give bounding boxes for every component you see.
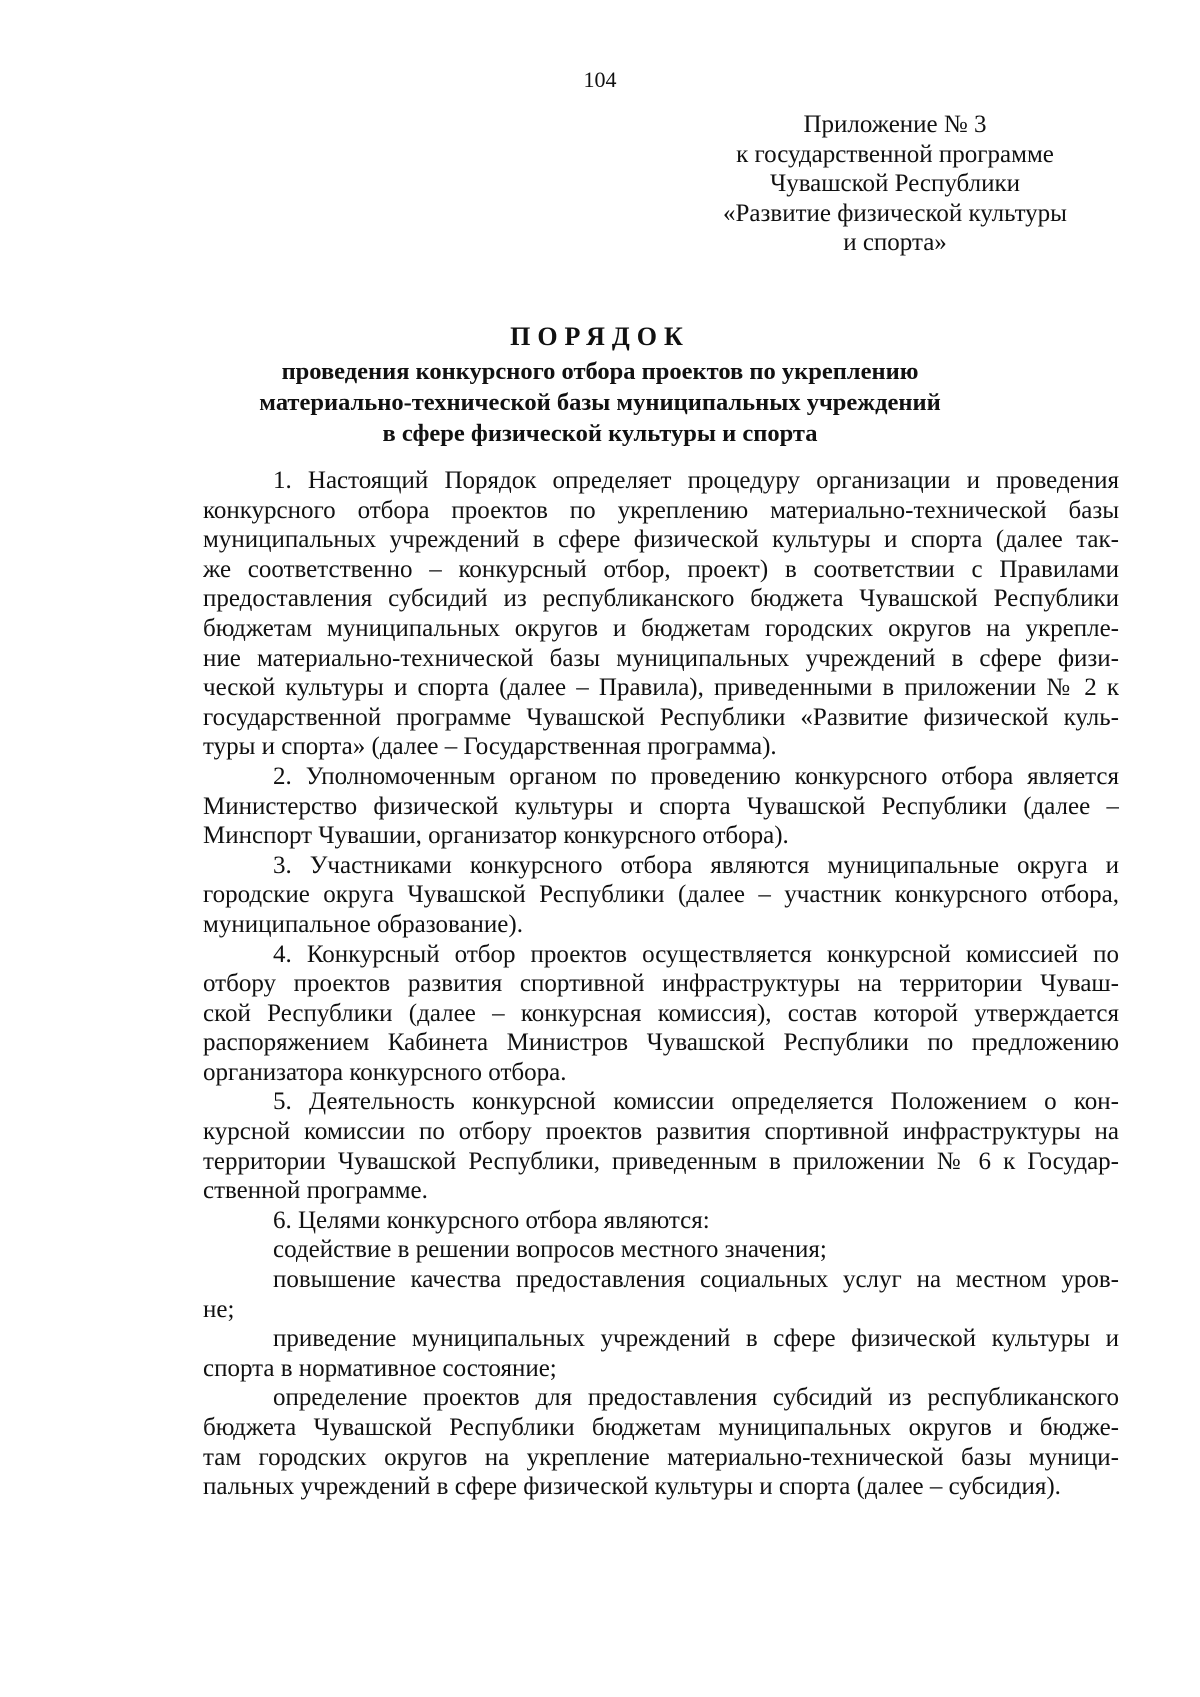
- body-line: ческой культуры и спорта (далее – Правила), приведенными в приложении № 2 к: [203, 674, 1119, 702]
- body-line: муниципальное образование).: [203, 910, 523, 938]
- appendix-line: к государственной программе: [736, 140, 1054, 168]
- appendix-line: Чувашской Республики: [769, 170, 1021, 197]
- page-number: 104: [583, 67, 617, 92]
- document-title: ПОРЯДОК: [510, 322, 690, 351]
- body-line: территории Чувашской Республики, приведенным в приложении № 6 к Государ-: [203, 1147, 1119, 1175]
- body-line: 6. Целями конкурсного отбора являются:: [273, 1206, 710, 1234]
- body-line: пальных учреждений в сфере физической культуры и спорта (далее – субсидия).: [203, 1473, 1061, 1501]
- document-heading: [150, 320, 1050, 449]
- body-line: же соответственно – конкурсный отбор, проект) в соответствии с Правилами: [203, 555, 1119, 583]
- body-line: 4. Конкурсный отбор проектов осуществляется конкурсной комиссией по: [273, 940, 1119, 968]
- body-line: бюджетам муниципальных округов и бюджетам городских округов на укрепле-: [203, 614, 1119, 642]
- body-line: Минспорт Чувашии, организатор конкурсного отбора).: [203, 822, 789, 850]
- appendix-line: «Развитие физической культуры: [723, 199, 1067, 227]
- document-subtitle: [150, 356, 1050, 449]
- body-line: городские округа Чувашской Республики (далее – участник конкурсного отбора,: [203, 881, 1119, 909]
- body-line: предоставления субсидий из республиканского бюджета Чувашской Республики: [203, 585, 1119, 613]
- body-line: там городских округов на укрепление материально-технической базы муници-: [203, 1443, 1119, 1471]
- body-line: государственной программе Чувашской Республики «Развитие физической куль-: [203, 703, 1119, 731]
- body-line: муниципальных учреждений в сфере физической культуры и спорта (далее так-: [203, 526, 1119, 554]
- body-line: 5. Деятельность конкурсной комиссии определяется Положением о кон-: [273, 1088, 1119, 1116]
- body-line: содействие в решении вопросов местного значения;: [273, 1236, 827, 1264]
- body-line: ственной программе.: [203, 1177, 428, 1205]
- subtitle-line: в сфере физической культуры и спорта: [382, 420, 818, 447]
- subtitle-line: материально-технической базы муниципальных учреждений: [259, 389, 941, 416]
- appendix-line: Приложение № 3: [803, 111, 987, 138]
- body-line: приведение муниципальных учреждений в сфере физической культуры и: [273, 1325, 1119, 1353]
- body-line: 1. Настоящий Порядок определяет процедуру организации и проведения: [273, 467, 1119, 494]
- body-line: распоряжением Кабинета Министров Чувашской Республики по предложению: [203, 1029, 1119, 1057]
- body-line: организатора конкурсного отбора.: [203, 1058, 567, 1086]
- body-line: курсной комиссии по отбору проектов развития спортивной инфраструктуры на: [203, 1118, 1119, 1146]
- appendix-line: и спорта»: [843, 229, 947, 256]
- body-line: Министерство физической культуры и спорта Чувашской Республики (далее –: [203, 792, 1119, 820]
- body-line: отбору проектов развития спортивной инфраструктуры на территории Чуваш-: [203, 970, 1119, 998]
- body-line: конкурсного отбора проектов по укреплению материально-технической базы: [203, 496, 1119, 524]
- body-line: 2. Уполномоченным органом по проведению конкурсного отбора является: [273, 762, 1119, 790]
- body-line: определение проектов для предоставления субсидий из республиканского: [273, 1384, 1119, 1412]
- body-line: 3. Участниками конкурсного отбора являются муниципальные округа и: [273, 851, 1119, 879]
- document-body: [203, 466, 1119, 1502]
- body-line: туры и спорта» (далее – Государственная программа).: [203, 733, 777, 761]
- body-line: спорта в нормативное состояние;: [203, 1354, 557, 1382]
- subtitle-line: проведения конкурсного отбора проектов по укреплению: [281, 358, 919, 385]
- body-line: бюджета Чувашской Республики бюджетам муниципальных округов и бюдже-: [203, 1414, 1119, 1441]
- body-line: ние материально-технической базы муниципальных учреждений в сфере физи-: [203, 644, 1119, 672]
- body-line: ской Республики (далее – конкурсная комиссия), состав которой утверждается: [203, 999, 1119, 1027]
- body-line: повышение качества предоставления социальных услуг на местном уров-: [273, 1266, 1119, 1294]
- body-line: не;: [203, 1295, 235, 1323]
- appendix-header: [700, 110, 1090, 258]
